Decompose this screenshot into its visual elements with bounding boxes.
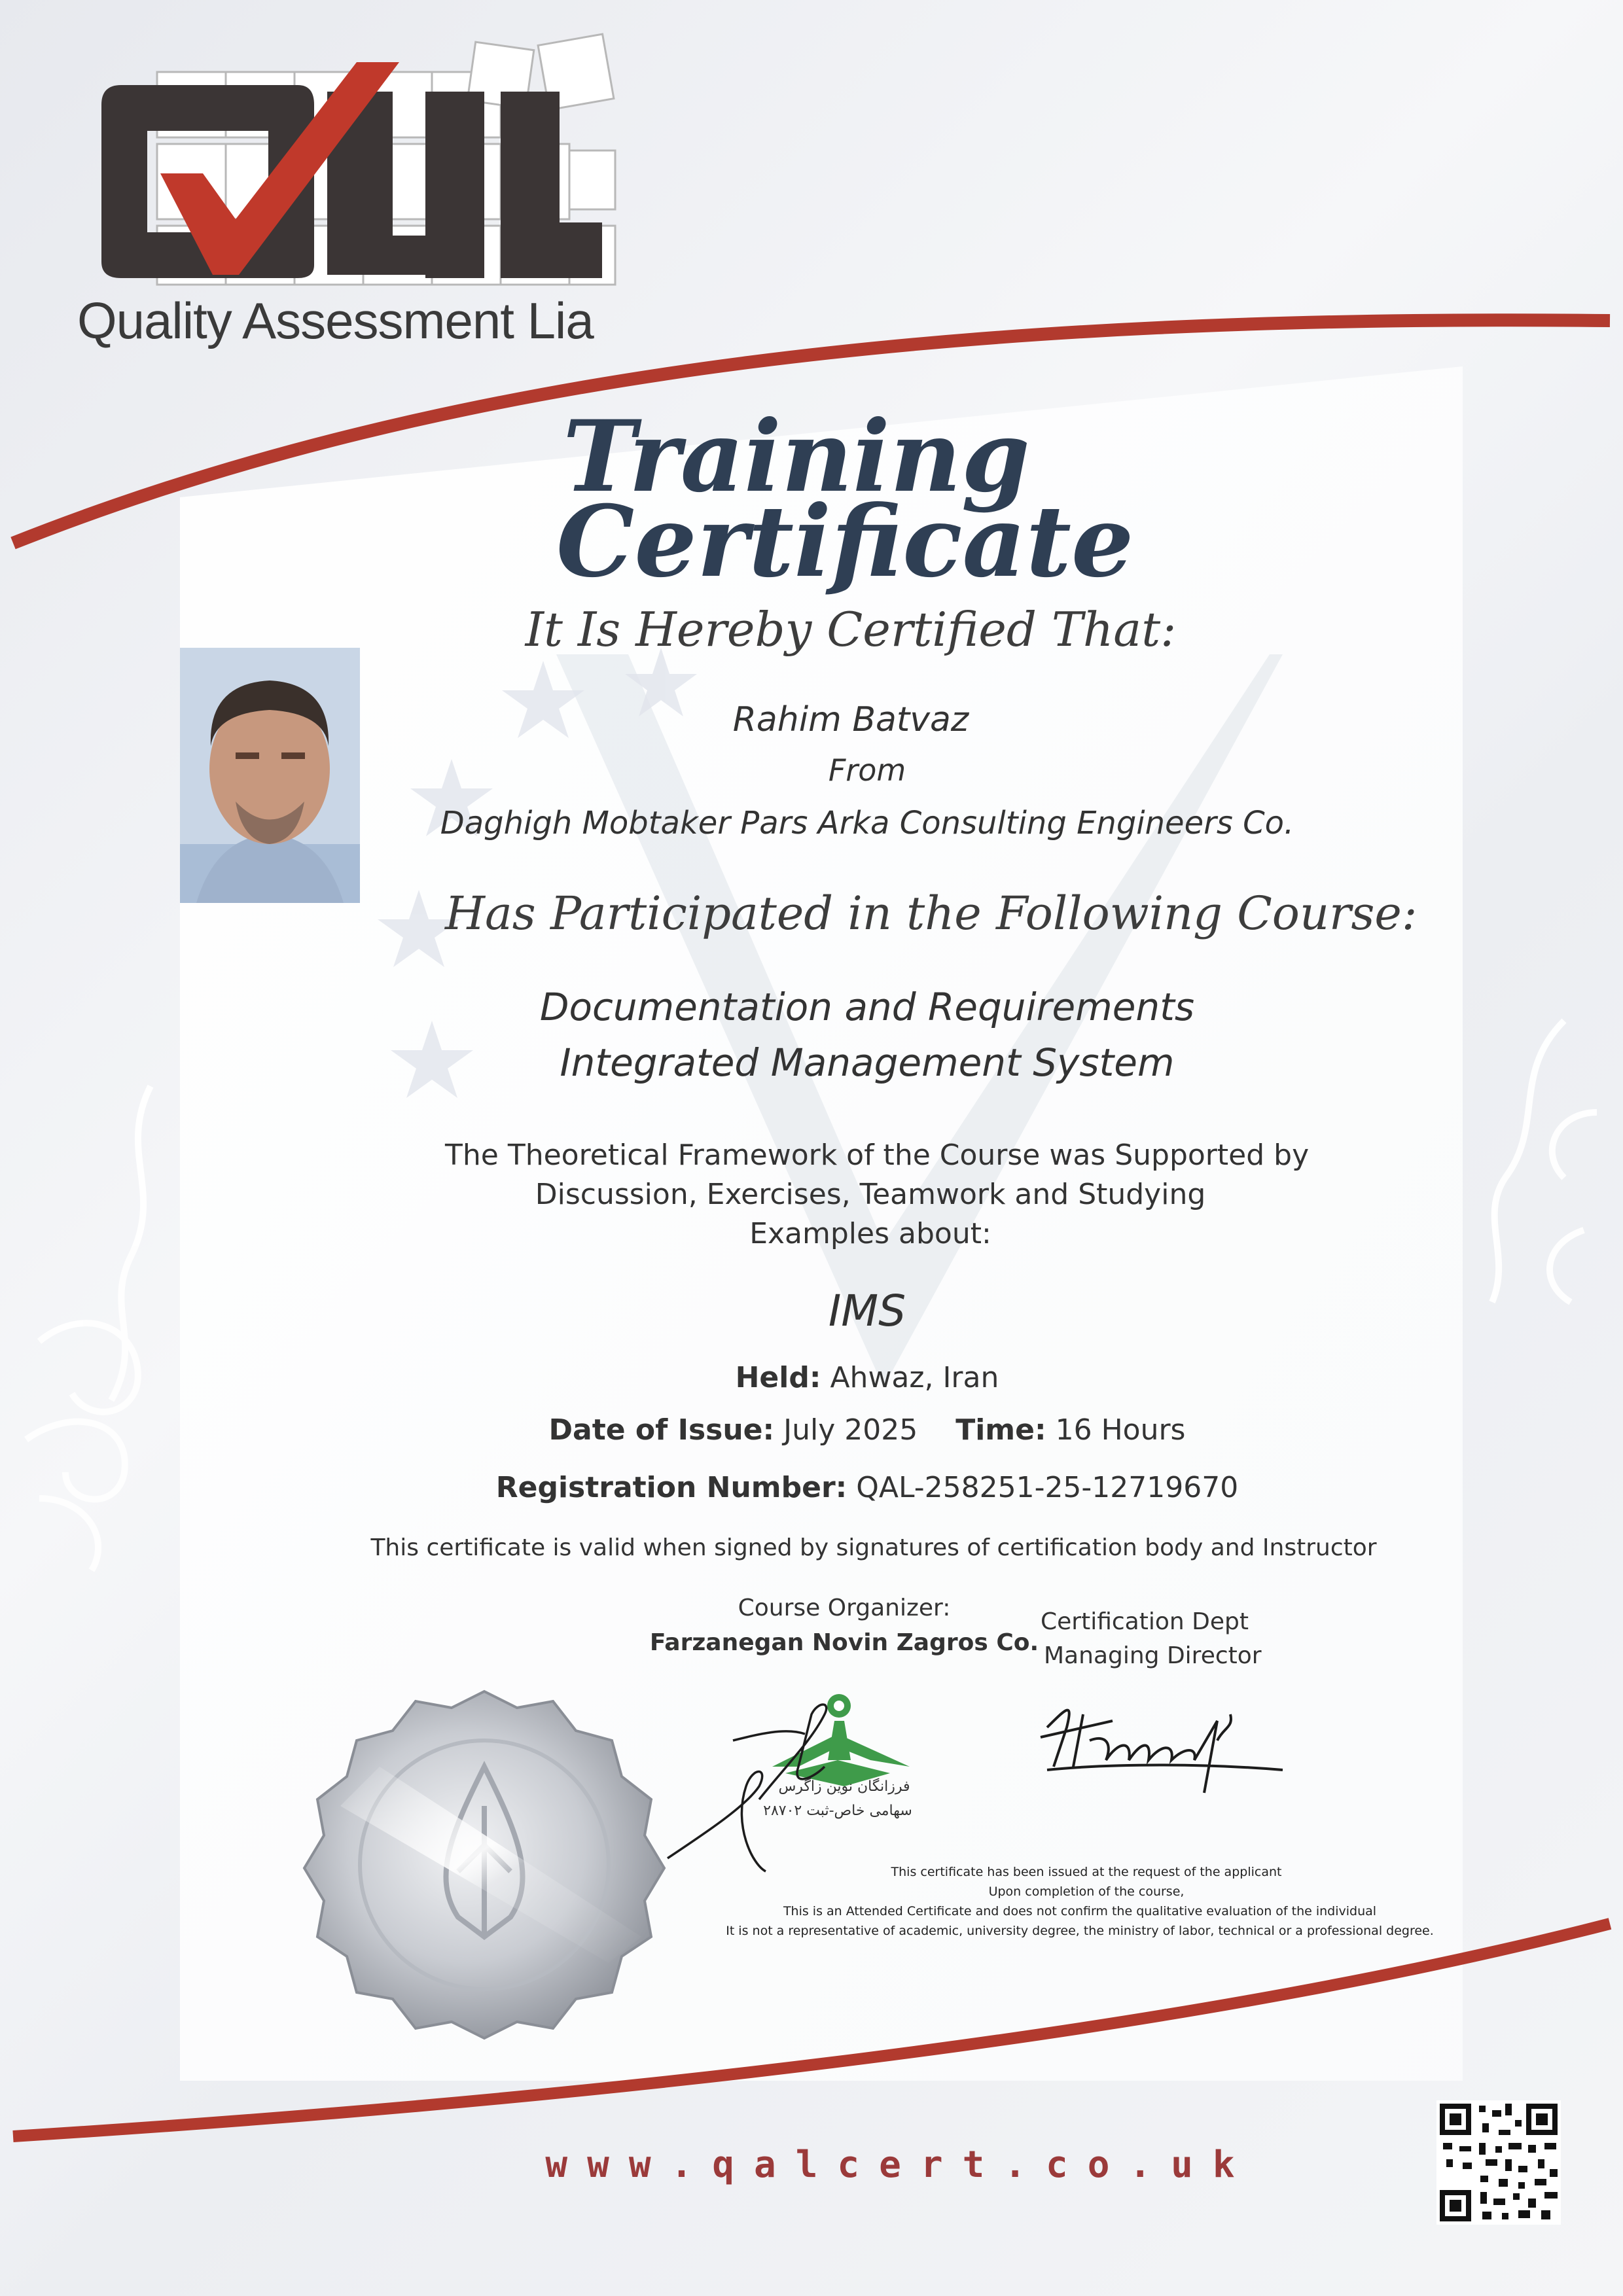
course-topic: IMS <box>828 1286 906 1336</box>
silver-seal <box>304 1691 664 2038</box>
cert-dept-line-2: Managing Director <box>1044 1642 1262 1669</box>
certified-phrase: It Is Hereby Certified That: <box>525 602 1177 657</box>
date-label: Date of Issue: <box>548 1413 775 1447</box>
recipient-photo <box>180 648 360 903</box>
held-value: Ahwaz, Iran <box>830 1361 999 1394</box>
website-link[interactable]: www.qalcert.co.uk <box>545 2144 1255 2186</box>
left-ornament <box>26 1086 151 1570</box>
organizer-name: Farzanegan Novin Zagros Co. <box>649 1629 1039 1656</box>
disclaimer-line-3: This is an Attended Certificate and does not confirm the qualitative evaluation of the individual <box>783 1904 1377 1918</box>
cert-dept-line-1: Certification Dept <box>1041 1608 1249 1635</box>
date-time-row <box>458 1413 1276 1447</box>
framework-line-3: Examples about: <box>749 1217 991 1250</box>
disclaimer-line-2: Upon completion of the course, <box>988 1884 1185 1899</box>
framework-line-1: The Theoretical Framework of the Course was Supported by <box>445 1139 1310 1172</box>
right-ornament <box>1492 1021 1597 1302</box>
title-line-1: Training <box>563 399 1030 514</box>
held-row <box>589 1361 1145 1394</box>
disclaimer-line-1: This certificate has been issued at the request of the applicant <box>891 1865 1282 1879</box>
participated-phrase: Has Participated in the Following Course: <box>445 887 1418 940</box>
time-value: 16 Hours <box>1055 1413 1186 1447</box>
disclaimer-line-4: It is not a representative of academic, university degree, the ministry of labor, technical or a professional degree. <box>726 1924 1434 1938</box>
held-label: Held: <box>735 1361 821 1394</box>
from-label: From <box>828 752 906 788</box>
brand-name: Quality Assessment Lia <box>77 292 594 349</box>
registration-row <box>458 1471 1276 1504</box>
organizer-stamp-text-1: فرزانگان نوین زاگرس <box>778 1778 910 1795</box>
title-line-2: Certificate <box>556 484 1134 599</box>
date-value: July 2025 <box>783 1413 918 1447</box>
course-line-1: Documentation and Requirements <box>539 985 1195 1029</box>
recipient-name: Rahim Batvaz <box>732 700 969 739</box>
recipient-organization: Daghigh Mobtaker Pars Arka Consulting Engineers Co. <box>440 805 1294 841</box>
registration-number: QAL-258251-25-12719670 <box>856 1471 1239 1504</box>
validity-note: This certificate is valid when signed by signatures of certification body and Instructor <box>370 1534 1377 1561</box>
course-line-2: Integrated Management System <box>560 1040 1175 1085</box>
registration-label: Registration Number: <box>495 1471 847 1504</box>
framework-line-2: Discussion, Exercises, Teamwork and Studying <box>535 1178 1206 1211</box>
time-label: Time: <box>955 1413 1046 1447</box>
organizer-stamp-text-2: سهامی خاص-ثبت ۲۸۷۰۲ <box>763 1803 912 1819</box>
organizer-label: Course Organizer: <box>738 1595 951 1621</box>
qr-code <box>1436 2100 1561 2225</box>
